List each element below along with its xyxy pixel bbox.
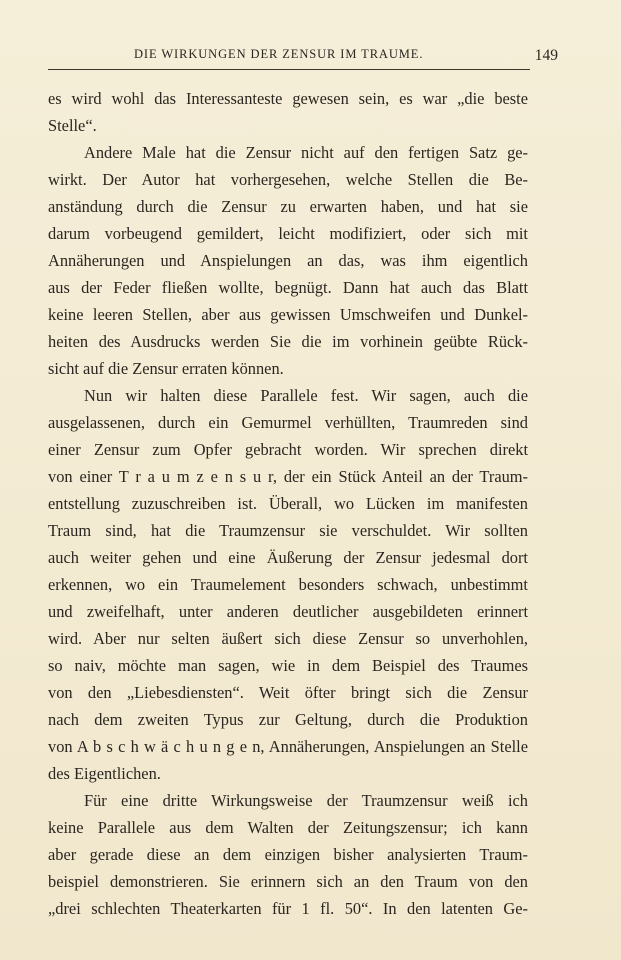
text-line: einer Zensur zum Opfer gebracht worden. Wir sprechen direkt <box>48 440 528 459</box>
text-line: auch weiter gehen und eine Äußerung der Zensur jedesmal dort <box>48 548 528 567</box>
page-number: 149 <box>534 47 558 64</box>
running-head-title: DIE WIRKUNGEN DER ZENSUR IM TRAUME. <box>134 47 424 61</box>
text-line: so naiv, möchte man sagen, wie in dem Beispiel des Traumes <box>48 656 528 675</box>
text-line: beispiel demonstrieren. Sie erinnern sich an den Traum von den <box>48 872 528 891</box>
header-rule <box>48 69 530 70</box>
text-line: Annäherungen und Anspielungen an das, was ihm eigentlich <box>48 251 528 270</box>
text-line: ausgelassenen, durch ein Gemurmel verhüllten, Traumreden sind <box>48 413 528 432</box>
text-line: darum vorbeugend gemildert, leicht modifiziert, oder sich mit <box>48 224 528 243</box>
text-line: heiten des Ausdrucks werden Sie die im vorhinein geübte Rück- <box>48 332 528 351</box>
text-line: Andere Male hat die Zensur nicht auf den fertigen Satz ge- <box>84 143 528 162</box>
text-line: wirkt. Der Autor hat vorhergesehen, welche Stellen die Be- <box>48 170 528 189</box>
text-line: von einer T r a u m z e n s u r, der ein Stück Anteil an der Traum- <box>48 467 528 486</box>
text-line: keine Parallele aus dem Walten der Zeitungszensur; ich kann <box>48 818 528 837</box>
text-line: von A b s c h w ä c h u n g e n, Annäherungen, Anspielungen an Stelle <box>48 737 528 756</box>
running-head <box>48 44 558 70</box>
text-line: wird. Aber nur selten äußert sich diese Zensur so unverhohlen, <box>48 629 528 648</box>
text-line: anständung durch die Zensur zu erwarten haben, und hat sie <box>48 197 528 216</box>
text-line: „drei schlechten Theaterkarten für 1 fl. 50“. In den latenten Ge- <box>48 899 528 918</box>
text-line: entstellung zuzuschreiben ist. Überall, wo Lücken im manifesten <box>48 494 528 513</box>
text-line: Stelle“. <box>48 116 97 135</box>
text-line: Nun wir halten diese Parallele fest. Wir sagen, auch die <box>84 386 528 405</box>
text-line: des Eigentlichen. <box>48 764 161 783</box>
text-line: Für eine dritte Wirkungsweise der Traumzensur weiß ich <box>84 791 528 810</box>
text-line: es wird wohl das Interessanteste gewesen sein, es war „die beste <box>48 89 528 108</box>
text-line: von den „Liebesdiensten“. Weit öfter bringt sich die Zensur <box>48 683 528 702</box>
text-line: sicht auf die Zensur erraten können. <box>48 359 284 378</box>
text-line: nach dem zweiten Typus zur Geltung, durch die Produktion <box>48 710 528 729</box>
text-line: aber gerade diese an dem einzigen bisher analysierten Traum- <box>48 845 528 864</box>
text-line: keine leeren Stellen, aber aus gewissen Umschweifen und Dunkel- <box>48 305 528 324</box>
body-text <box>48 85 528 922</box>
text-line: erkennen, wo ein Traumelement besonders schwach, unbestimmt <box>48 575 528 594</box>
text-line: Traum sind, hat die Traumzensur sie verschuldet. Wir sollten <box>48 521 528 540</box>
text-line: aus der Feder fließen wollte, begnügt. Dann hat auch das Blatt <box>48 278 528 297</box>
text-line: und zweifelhaft, unter anderen deutlicher ausgebildeten erinnert <box>48 602 528 621</box>
